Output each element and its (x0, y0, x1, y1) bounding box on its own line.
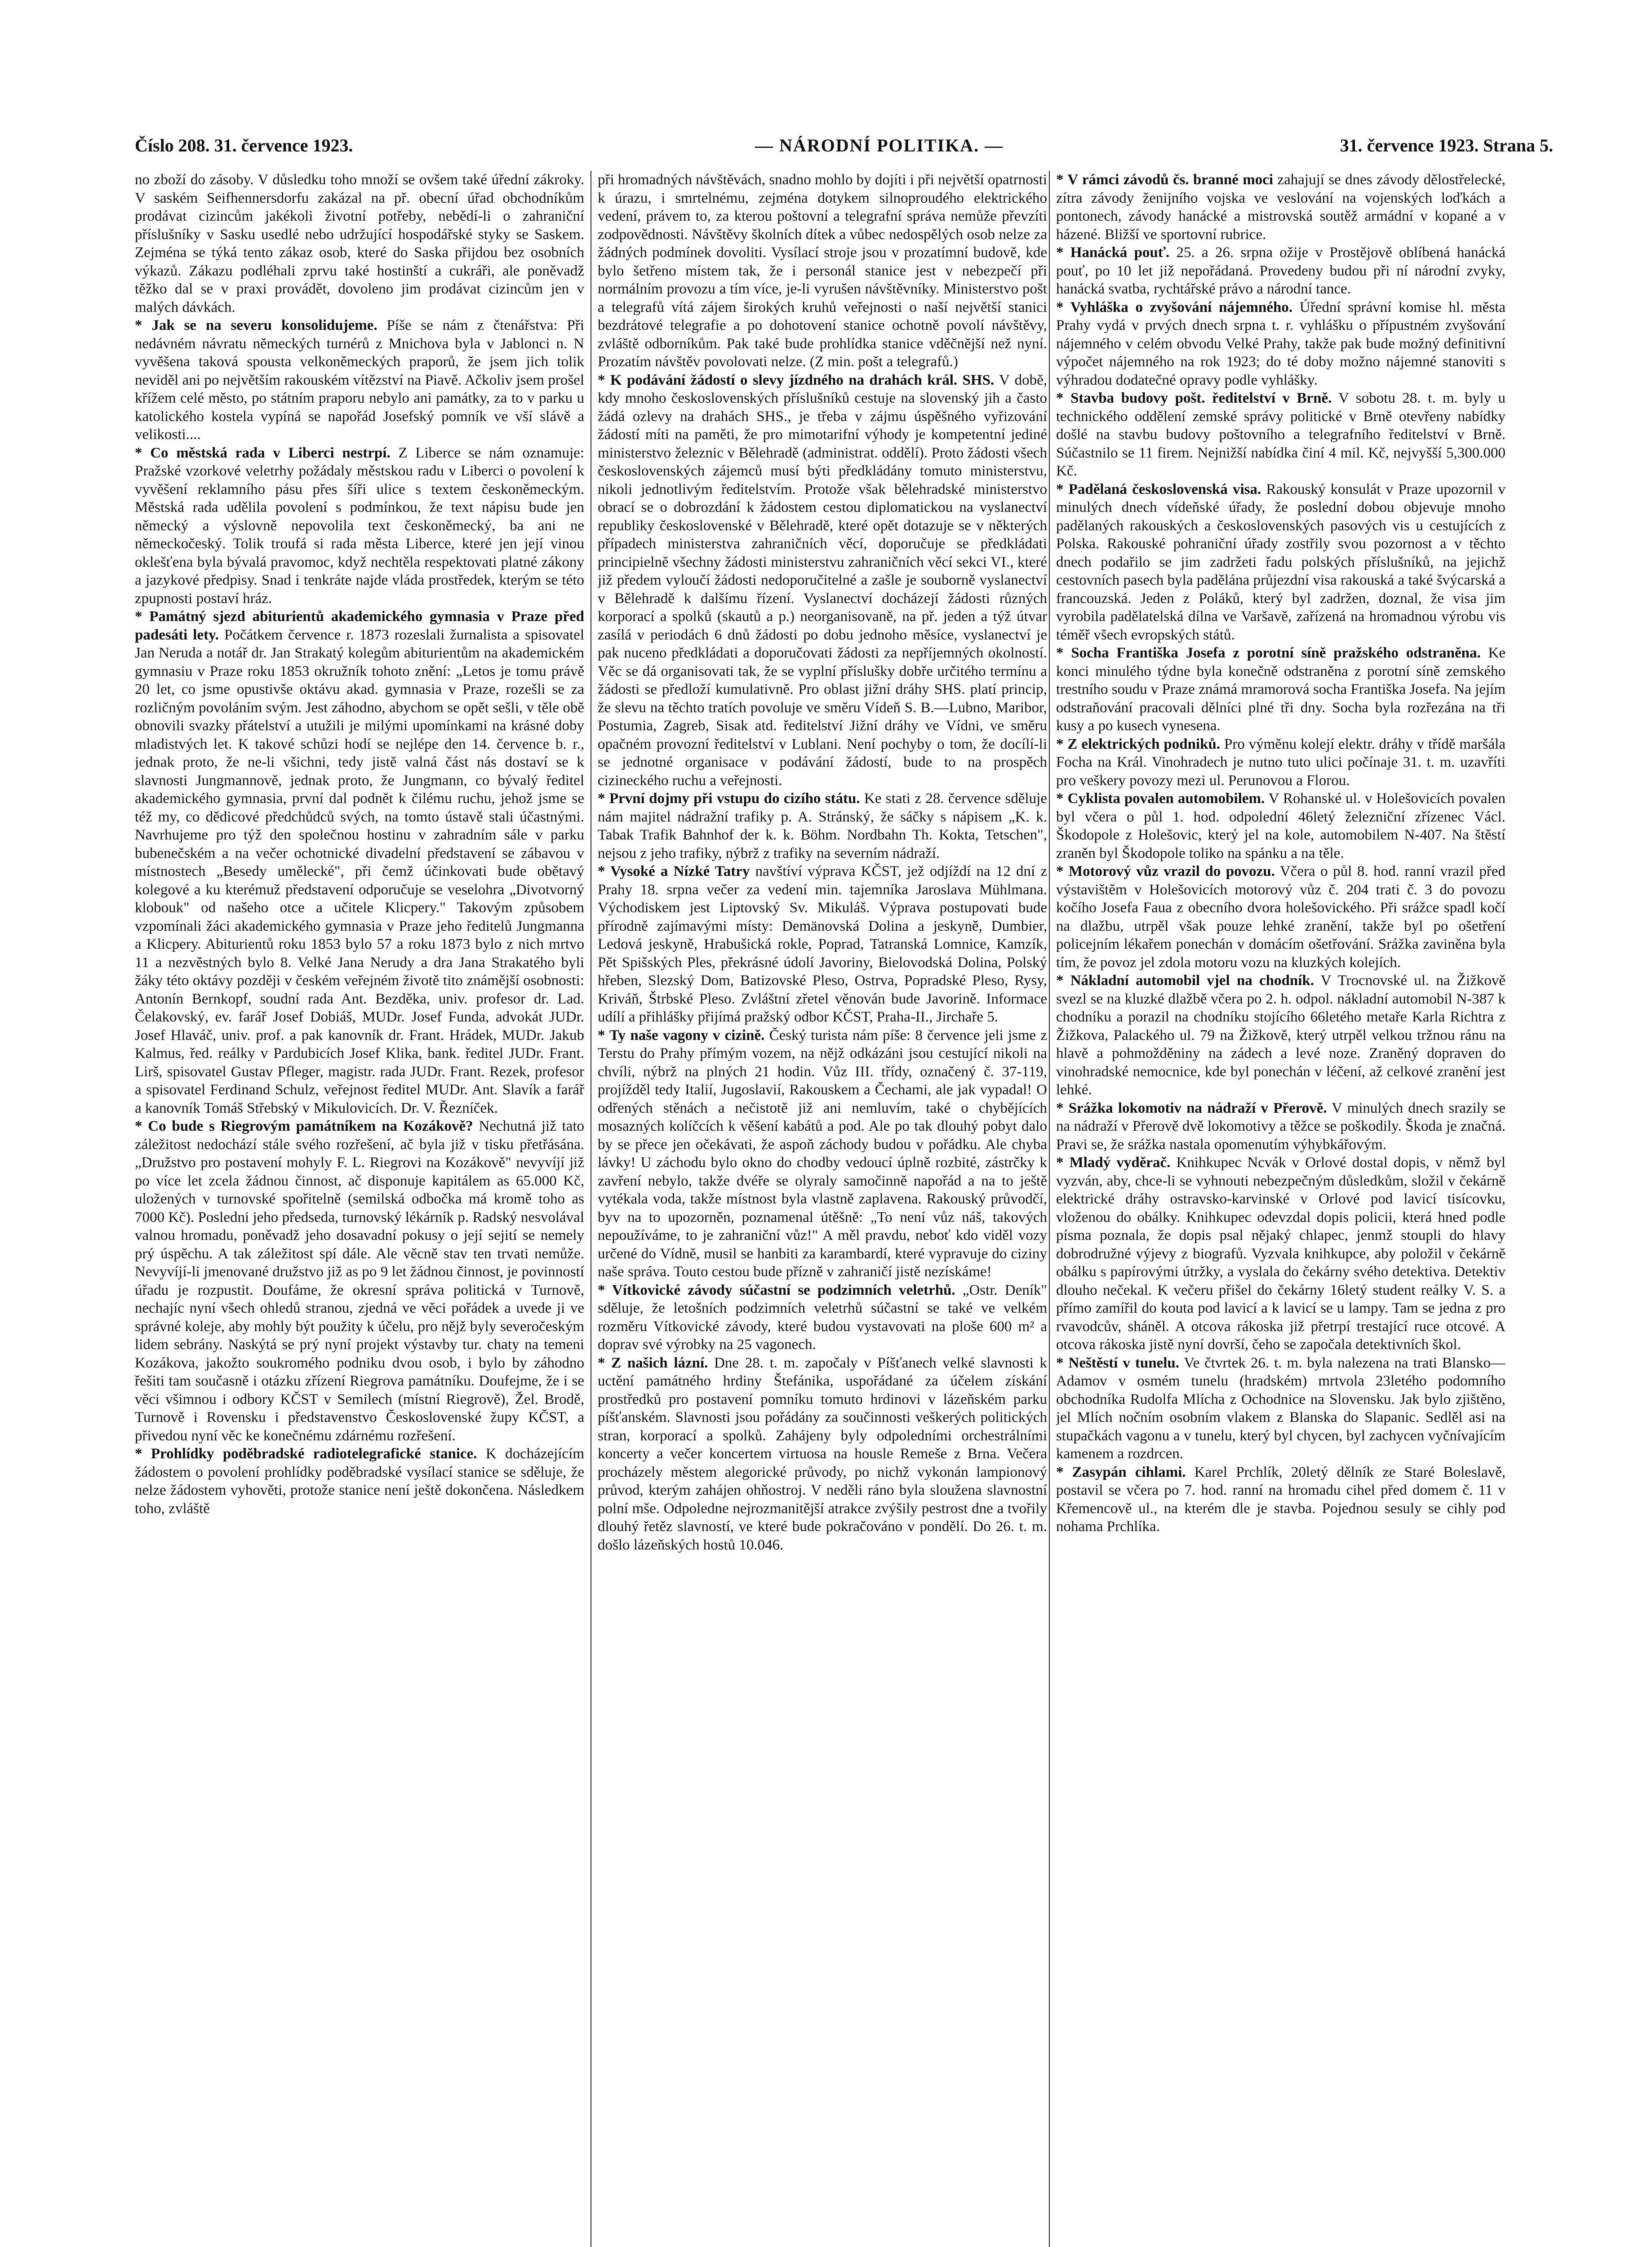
news-paragraph (598, 1281, 1047, 1354)
news-body: V době, kdy mnoho československých příslušníků cestuje na slovenský jih a často žádá ozlevy na drahách SHS., je třeba v zájmu úspěšného vyřizování žádostí míti na paměti, že pro mimotarifní výhody je kompetentní jediné ministerstvo železnic v Bělehradě (administrat. oddělí). Proto žádosti všech československých zájemců musí býti předkládány tomuto ministerstvu, nikoli jednotlivým ředitelstvím. Protože však bělehradské ministerstvo obrací se o dobrozdání k žádostem cestou diplomatickou na vyslanectví republiky československé v Bělehradě, které opět dotazuje se v některých případech ministerstva zahraničních věcí, doporučuje se předkládati principielně všechny žádosti ministerstvu zahraničních věcí sekci VI., které již předem vyloučí žádosti nedoporučitelné a zašle je souborně vyslanectví v Bělehradě k dalšímu řízení. Vyslanectví docházejí žádosti různých korporací a spolků (skautů a p.) neorganisovaně, na př. jeden a týž útvar zasílá v periodách 6 dnů žádosti po dobu jednoho měsíce, vyslanectví je pak nuceno předkládati a doporučovati žádosti za nepříjemných okolností. Věc se dá organisovati tak, že se vyplní příslušky dobře určitého termínu a žádosti se předloží kumulativně. Pro oblast jižní dráhy SHS. platí princip, že slevu na těchto tratích povoluje ve směru Vídeň S. B.—Lubno, Maribor, Postumia, Zagreb, Sisak atd. ředitelství Jižní dráhy ve Vídni, ve směru opačném provozní ředitelství v Lublani. Není pochyby o tom, že docílí-li se jednotné organisace v podávání žádostí, bude to na prospěch cizineckého ruchu a veřejnosti. (598, 372, 1047, 789)
news-body: no zboží do zásoby. V důsledku toho množí se ovšem také úřední zákroky. V saském Seifhennersdorfu zakázal na př. obecní úřad obchodníkům prodávat cizincům jakékoli životní potřeby, nebědí-li o zahraniční příslušníky v Sasku usedlé nebo udržující hospodářské styky se Saskem. Zejména se týká tento zákaz osob, které do Saska přijdou bez osobních výkazů. Zákazu podléhali zprvu také hostinští a cukráři, ale poněvadž těžko dal se v praxi provádět, dovoleno jim prodávat cizincům jen v malých dávkách. (135, 172, 584, 315)
news-paragraph (1056, 644, 1505, 735)
news-item (598, 171, 1047, 371)
news-item (135, 316, 584, 444)
news-item (1056, 1354, 1505, 1463)
news-headline: * Jak se na severu konsolidujeme. (135, 317, 377, 333)
news-body: Český turista nám píše: 8 července jeli jsme z Terstu do Prahy přímým vozem, na nějž odkázáni jsou cestující nikoli na chvíli, nýbrž na plných 21 hodin. Vůz III. třídy, označený č. 37-119, projížděl tedy Italií, Jugoslavií, Rakouskem a Čechami, ale jak vypadal! O odřených stěnách a nečistotě již ani nemluvím, také o chybějících mosazných kolíčcích k věšení kabátů a pod. Ale po tak dlouhý pobyt dalo by se přece jen očekávati, že aspoň záchody budou v pořádku. Ale chyba lávky! U záchodu bylo okno do chodby vedoucí úplně rozbité, zástrčky k zavření nebylo, takže dvéře se olyraly samočinně napořád a na to ještě vytékala voda, takže místnost byla vlastně zaplavena. Rakouský průvodčí, byv na to upozorněn, poznamenal útěšně: „To není vůz náš, takových nepoužíváme, to je zahraniční vůz!" A měl pravdu, neboť kdo viděl vozy určené do Vídně, musil se hanbiti za karambardí, které vypravuje do ciziny naše správa. Touto cestou bude přízně v zahraničí jistě nezískáme! (598, 1027, 1047, 1280)
news-item (135, 1117, 584, 1445)
news-paragraph (598, 1354, 1047, 1554)
news-item (1056, 862, 1505, 972)
news-paragraph (135, 316, 584, 444)
news-paragraph (135, 608, 584, 1117)
news-item (598, 790, 1047, 862)
news-item (1056, 480, 1505, 644)
news-headline: * Socha Františka Josefa z porotní síně pražského odstraněna. (1056, 645, 1481, 661)
news-body: 25. a 26. srpna ožije v Prostějově oblíbená hanácká pouť, po 10 let již nepořádaná. Provedeny budou při ní národní zvyky, hanácká svatba, rychtářské právo a národní tance. (1056, 244, 1505, 297)
news-headline: * Vysoké a Nízké Tatry (598, 863, 750, 879)
news-body: Dne 28. t. m. započaly v Píšťanech velké slavnosti k uctění památného hrdiny Štefánika, uspořádané za účelem získání prostředků pro postavení pomníku tomuto hrdinovi v lázeňském parku píšťanském. Slavnosti jsou pořádány za součinnosti veškerých politických stran, korporací a spolků. Zahájeny byly odpoledními orchestrálními koncerty a večer koncertem virtuosa na housle Remeše z Brna. Večera procházely městem alegorické průvody, po nichž vykonán lampionový průvod, kterým zahájen ohňostroj. V neděli ráno byla sloužena slavnostní polní mše. Odpoledne nejrozmanitější atrakce zvýšily pestrost dne a tvořily dlouhý řetěz slavností, ve které bude pokračováno v pondělí. Do 26. t. m. došlo lázeňských hostů 10.046. (598, 1354, 1047, 1553)
news-body: Knihkupec Ncvák v Orlové dostal dopis, v němž byl vyzván, aby, chce-li se vyhnouti nebezpečným důsledkům, složil v čekárně elektrické dráhy ostravsko-karvinské v Orlové pod lavicí tisícovku, vloženou do obálky. Knihkupec odevzdal dopis policii, která hned podle písma poznala, že dopis psal nějaký chlapec, jenmž stoupli do hlavy dobrodružné výjevy z biografů. Vyzvala knihkupce, aby položil v čekárně obálku s papírovými útržky, a vyslala do čekárny svého detektiva. Detektiv dlouho nečekal. K večeru přišel do čekárny 16letý student reálky V. S. a přímo zamířil do kouta pod lavicí a k lavicí se u lampy. Tam se jedna z pro rvavodcův, sháněl. A otcova rákoska již přetrpí trestající ruce otcové. A otcova rákoska jistě nyní dovrší, čeho se započala detektivních škol. (1056, 1155, 1505, 1353)
column-3 (1056, 171, 1505, 2247)
news-paragraph (135, 444, 584, 608)
news-paragraph (1056, 862, 1505, 972)
news-body: Úřední správní komise hl. města Prahy vydá v prvých dnech srpna t. r. vyhlášku o přípustném zvyšování nájemného v celém obvodu Velké Prahy, takže pak bude možný definitivní výpočet nájemného na rok 1923; do té doby možno nájemné stanoviti s výhradou dodatečné opravy podle vyhlášky. (1056, 299, 1505, 388)
news-item (598, 1281, 1047, 1354)
news-paragraph (598, 862, 1047, 1026)
news-paragraph (598, 1026, 1047, 1281)
header-issue-date: Číslo 208. 31. července 1923. (135, 135, 353, 155)
news-body: Píše se nám z čtenářstva: Při nedávném návratu německých turnérů z Mnichova byla v Jablonci n. N vyvěšena taková spousta velkoněmeckých praporů, že jsem jich tolik neviděl ani po největším rakouském vítězství na Piavě. Ačkoliv jsem prošel křížem celé město, po státním praporu nebylo ani památky, za to v parku u katolického kostela vypíná se napořád Josefský pomník ve vší slávě a velikosti.... (135, 317, 584, 443)
news-headline: * Co bude s Riegrovým památníkem na Kozákově? (135, 1118, 473, 1134)
news-item (1056, 244, 1505, 298)
news-headline: * Ty naše vagony v cizině. (598, 1027, 765, 1044)
news-paragraph (1056, 1154, 1505, 1354)
header-date-page: 31. července 1923. Strana 5. (1340, 135, 1553, 155)
news-body: V Rohanské ul. v Holešovicích povalen byl včera o půl 1. hod. odpolední 46letý železniční zřízenec Václ. Škodopole z Holešovic, který jel na kole, automobilem N-407. Na štěstí zraněn byl Škodopole toliko na spánku a na těle. (1056, 790, 1505, 861)
news-body: Ke konci minulého týdne byla konečně odstraněna z porotní síně zemského trestního soudu v Praze známá mramorová socha Františka Josefa. Na jejím odstraňování pracovali dělníci plné tři dny. Socha byla rozřezána na tři kusy a po kusech vynesena. (1056, 645, 1505, 734)
news-item (135, 1445, 584, 1518)
news-paragraph (1056, 171, 1505, 244)
news-headline: * Nákladní automobil vjel na chodník. (1056, 973, 1314, 989)
news-paragraph (1056, 298, 1505, 390)
news-body: V sobotu 28. t. m. byly u technického oddělení zemské správy politické v Brně otevřeny nabídky došlé na stavbu budovy poštovního a telegrafního ředitelství v Brně. Súčastnilo se 11 firem. Nejnižší nabídka činí 4 mil. Kč, nejvyšší 5,300.000 Kč. (1056, 390, 1505, 479)
news-item (1056, 389, 1505, 480)
news-item (1056, 1154, 1505, 1354)
header-masthead: — NÁRODNÍ POLITIKA. — (755, 135, 1004, 155)
news-headline: * Motorový vůz vrazil do povozu. (1056, 863, 1275, 879)
column-divider (1049, 171, 1050, 2247)
news-headline: * K podávání žádostí o slevy jízdného na drahách král. SHS. (598, 372, 995, 388)
news-headline: * Hanácká pouť. (1056, 244, 1170, 261)
news-item (598, 862, 1047, 1026)
news-headline: * Stavba budovy pošt. ředitelství v Brně. (1056, 390, 1332, 406)
news-paragraph (1056, 735, 1505, 790)
news-body: Rakouský konsulát v Praze upozornil v minulých dnech vídeňské úřady, že poslední dobou objevuje mnoho padělaných rakouských a československých pasových vis u cestujících z Polska. Rakouské pohraniční úřady zostřily svou pozornost a v těchto dnech podařilo se jim zadržeti řadu polských příslušníků, na jejichž cestovních pasech byla padělána průjezdní visa rakouská a také švýcarská a francouzská. Jeden z Poláků, který byl zadržen, doznal, že visa jim vyrobila padělatelská dílna ve Varšavě, zařízená na hromadnou výrobu vis téměř všech evropských států. (1056, 481, 1505, 643)
news-item (1056, 644, 1505, 735)
news-paragraph (1056, 972, 1505, 1099)
news-headline: * Vyhláška o zvyšování nájemného. (1056, 299, 1293, 315)
news-body: zahajují se dnes závody dělostřelecké, zítra závody ženijního vojska ve veslování na vojenských loďkách a pontonech, závody hanácké a mistrovská soutěž armádní v kopané a v házené. Bližší ve sportovní rubrice. (1056, 172, 1505, 243)
news-body: Nechutná již tato záležitost nedochází stále svého rozřešení, ač byla již v tisku přetřásána. „Družstvo pro postavení mohyly F. L. Riegrovi na Kozákově" nevyvíjí již po více let zcela žádnou činnost, ač disponuje kapitálem as 65.000 Kč, uložených v turnovské spořitelně (semilská odbočka má kromě toho as 7000 Kč). Posledni jeho předseda, turnovský lékárník p. Radský nesvolával valnou hromadu, poněvadž jeho dosavadní pokusy o její sejití se nemely prý úspěchu. A tak záležitost spí dále. Ale věcně stav ten trvati nemůže. Nevyvíjí-li jmenované družstvo již as po 9 let žádnou činnost, je povinností úřadu je rozpustit. Doufáme, že okresní správa politická v Turnově, nechajíc nyní všech ohledů stranou, zjedná ve věci pořádek a uvede ji ve správné koleje, aby mohly být použity k účelu, pro nějž byly severočeským lidem sebrány. Naskýtá se prý nyní projekt výstavby tur. chaty na temeni Kozákova, jakožto soukromého podniku dvou osob, i bylo by záhodno řešiti tam současně i otázku zřízení Riegrova památníku. Doufejme, že i se věci všimnou i odbory KČST v Semilech (místní Riegrově), Žel. Brodě, Turnově i Rovensku i představenstvo Československé župy KČST, a přivedou nyní věc ke konečnému zdárnému rozřešení. (135, 1118, 584, 1444)
news-item (1056, 1463, 1505, 1536)
news-body: K docházejícím žádostem o povolení prohlídky poděbradské vysílací stanice se sděluje, že nelze žádostem vyhověti, protože stanice není ještě dokončena. Následkem toho, zvláště (135, 1446, 584, 1517)
news-item (1056, 298, 1505, 390)
news-paragraph (1056, 389, 1505, 480)
news-item (1056, 171, 1505, 244)
news-headline: * Z elektrických podniků. (1056, 736, 1221, 752)
news-item (135, 171, 584, 316)
news-body: „Ostr. Deník" sděluje, že letošních podzimních veletrhů súčastní se také ve velkém rozměru Vítkovické závody, které budou vystavovati na ploše 600 m² a doprav své výrobky na 25 vagonech. (598, 1282, 1047, 1353)
news-body: Karel Prchlík, 20letý dělník ze Staré Boleslavě, postavil se včera po 7. hod. ranní na hromadu cihel před domem č. 11 v Křemencově ul., na kterém dle je stavba. Pojednou sesuly se cihly pod nohama Prchlíka. (1056, 1464, 1505, 1535)
news-item (135, 444, 584, 608)
news-paragraph (135, 1117, 584, 1445)
news-paragraph (598, 371, 1047, 790)
news-paragraph (598, 171, 1047, 371)
news-paragraph (1056, 1463, 1505, 1536)
news-item (135, 608, 584, 1117)
news-headline: * Neštěstí v tunelu. (1056, 1354, 1180, 1371)
news-paragraph (135, 1445, 584, 1518)
news-headline: * Mladý vyděrač. (1056, 1155, 1171, 1171)
news-paragraph (1056, 1354, 1505, 1463)
news-headline: * První dojmy při vstupu do cizího státu. (598, 790, 860, 807)
news-item (598, 1354, 1047, 1554)
news-item (1056, 735, 1505, 790)
news-body: při hromadných návštěvách, snadno mohlo by dojíti i při největší opatrnosti k úrazu, i smrtelnému, zejména dotykem silnoproudého elektrického vedení, právem to, za kterou poštovní a telegrafní správa nemůže převzíti zodpovědnosti. Návštěvy školních dítek a vůbec nedospělých osob nelze za žádných podmínek dovoliti. Vysílací stroje jsou v prozatímní budově, kde bylo šetřeno místem tak, že i personál stanice jest v nebezpečí při normálním provozu a tím více, je-li vyrušen návštěvníky. Ministerstvo pošt a telegrafů vítá zájem širokých kruhů veřejnosti o naší největší stanici bezdrátové telegrafie a po dohotovení stanice ochotně povolí návštěvy, zvláště odborníkům. Pak také bude prohlídka stanice vděčnější než nyní. Prozatím návštěv povolovati nelze. (Z min. pošt a telegrafů.) (598, 172, 1047, 370)
news-item (598, 371, 1047, 790)
news-headline: * Prohlídky poděbradské radiotelegrafické stanice. (135, 1446, 477, 1462)
news-body: navštíví výprava KČST, jež odjíždí na 12 dní z Prahy 18. srpna večer za vedení min. tajemníka Jaroslava Mühlmana. Východiskem jest Liptovský Sv. Mikuláš. Výprava postupovati bude přírodně zajímavými místy: Demänovská Dolina a jeskyně, Dumbier, Ledová jeskyně, Hrabušická rokle, Poprad, Tatranská Lomnice, Kamzík, Pět Spišských Ples, překrásné údolí Javoriny, Bielovodská Dolina, Polský hřeben, Slezský Dom, Batizovské Pleso, Ostrva, Popradské Pleso, Rysy, Kriváň, Štrbské Pleso. Zvláštní zřetel věnován bude Javorině. Informace udílí a přihlášky přijímá pražský odbor KČST, Praha-II., Jirchaře 5. (598, 863, 1047, 1025)
news-headline: * Památný sjezd abiturientů akademického gymnasia v Praze před padesáti lety. (135, 608, 584, 643)
news-body: Včera o půl 8. hod. ranní vrazil před výstavištěm v Holešovicích motorový vůz č. 204 trati č. 3 do povozu kočího Josefa Faua z obecního dvora holešovického. Při srážce spadl kočí na dlažbu, utrpěl však pouze lehké zranění, takže byl po ošetření policejním lékařem ponechán v domácím ošetřování. Srážka zaviněna byla tím, že povoz jel zdola motoru vozu na kluzkých kolejích. (1056, 863, 1505, 971)
news-item (1056, 790, 1505, 862)
news-body: Ke stati z 28. července sděluje nám majitel nádražní trafiky p. A. Stránský, že sáčky s nápisem „K. k. Tabak Trafik Bahnhof der k. k. Böhm. Nordbahn Th. Kokta, Tetschen", nejsou z jeho trafiky, nýbrž z trafiky na severním nádraží. (598, 790, 1047, 861)
news-headline: * Z našich lázní. (598, 1354, 708, 1371)
news-headline: * V rámci závodů čs. branné moci (1056, 172, 1274, 188)
news-body: V minulých dnech srazily se na nádraží v Přerově dvě lokomotivy a těžce se poškodily. Škoda je značná. Pravi se, že srážka nastala opomenutím výhybkářovým. (1056, 1100, 1505, 1153)
news-paragraph (598, 790, 1047, 862)
page-header (135, 135, 1553, 162)
news-body: Počátkem července r. 1873 rozeslali žurnalista a spisovatel Jan Neruda a notář dr. Jan Strakatý kolegům abiturientům na akademickém gymnasiu v Praze roku 1853 okružník tohoto znění: „Letos je tomu právě 20 let, co jsme opustivše oktávu akad. gymnasia v Praze, rozešli se za rozličným povoláním svým. Jest záhodno, abychom se opět sešli, v těle obě obnovili svazky přátelství a utužili je milými upomínkami na krásné doby mladistvých let. K takové schůzi hodí se nejlépe den 14. července b. r., jednak proto, že ne-li všichni, tedy jistě valná část nás dostaví se k slavnosti Jungmannově, jednak proto, že Jungmann, co bývalý ředitel akademického gymnasia, první dal podnět k čilému ruchu, jehož jsme se též my, co dědicové předchůdců svých, na tomto ústavě stali účastnými. Navrhujeme pro týž den společnou hostinu v zahradním sále v parku bubenečském a na večer ochotnické divadelní představení se zábavou v místnostech „Besedy umělecké", při čemž účinkovati bude obětavý kolegové a ku kterémuž představení odporučuje se veselohra „Divotvorný klobouk" od našeho otce a učitele Klicpery." Takovým způsobem vzpomínali žáci akademického gymnasia v Praze jeho ředitelů Jungmanna a Klicpery. Abiturientů roku 1853 bylo 57 a roku 1873 bylo z nich mrtvo 11 a nezvěstných bylo 8. Velké Jana Nerudy a dra Jana Strakatého byli žáky této oktávy později v českém veřejném životě tito známější osobnosti: Antonín Bernkopf, soudní rada Ant. Bezděka, univ. profesor dr. Lad. Čelakovský, ev. farář Josef Dobiáš, MUDr. Josef Funda, advokát JUDr. Josef Hlaváč, univ. prof. a pak kanovník dr. Frant. Hrádek, MUDr. Jakub Kalmus, řed. reálky v Pardubicích Josef Klika, bank. ředitel JUDr. Frant. Lirš, spisovatel Gustav Pfleger, magistr. rada JUDr. Frant. Rezek, profesor a spisovatel Ferdinand Schulz, veřejnost ředitel MUDr. Ant. Slavík a farář a kanovník Tomáš Střebský v Mikulovicích. Dr. V. Řezníček. (135, 626, 584, 1116)
news-paragraph (1056, 1099, 1505, 1154)
news-headline: * Co městská rada v Liberci nestrpí. (135, 444, 391, 461)
news-headline: * Zasypán cihlami. (1056, 1464, 1186, 1480)
news-item (1056, 972, 1505, 1099)
column-2 (598, 171, 1047, 2247)
news-headline: * Srážka lokomotiv na nádraží v Přerově. (1056, 1100, 1327, 1116)
news-item (598, 1026, 1047, 1281)
news-paragraph (1056, 790, 1505, 862)
news-headline: * Vítkovické závody súčastní se podzimních veletrhů. (598, 1282, 955, 1298)
column-1 (135, 171, 584, 2247)
news-body: Pro výměnu kolejí elektr. dráhy v třídě maršála Focha na Král. Vinohradech je nutno tuto ulici počínaje 31. t. m. uzavříti pro veškery povozy mezi ul. Perunovou a Florou. (1056, 736, 1505, 789)
news-paragraph (1056, 480, 1505, 644)
news-item (1056, 1099, 1505, 1154)
news-paragraph (135, 171, 584, 316)
news-body: Z Liberce se nám oznamuje: Pražské vzorkové veletrhy požádaly městskou radu v Liberci o povolení k vyvěšení reklamního pásu přes šíři ulice s textem českoněmeckým. Městská rada udělila povolení s podmínkou, že text nápisu bude jen německý a výslovně nepovolila text českoněmecký, ba ani ne německočeský. Tolik troufá si rada města Liberce, které jen její vinou oklešťena byla bývalá pravomoc, když nechtěla respektovati platné zákony a jazykové předpisy. Snad i tenkráte najde vláda prostředek, kterým se této zpupnosti postaví hráz. (135, 444, 584, 607)
news-paragraph (1056, 244, 1505, 298)
news-headline: * Cyklista povalen automobilem. (1056, 790, 1265, 807)
news-headline: * Padělaná československá visa. (1056, 481, 1261, 497)
news-body: Ve čtvrtek 26. t. m. byla nalezena na trati Blansko—Adamov v osmém tunelu (hradském) mrtvola 23letého podomního obchodníka Rudolfa Mlícha z Ochodnice na Slovensku. Jak bylo zjištěno, jel Mlích nočním osobním vlakem z Blanska do Slapanic. Sedlěl asi na stupačkách vagonu a v tunelu, který byl chycen, byl zachycen vyčnívajícím kamenem a rozdrcen. (1056, 1354, 1505, 1462)
news-body: V Trocnovské ul. na Žižkově svezl se na kluzké dlažbě včera po 2. h. odpol. nákladní automobil N-387 k chodníku a porazil na chodníku stojícího 66letého metaře Karla Richtra z Žižkova, Palackého ul. 79 na Žižkově, který utrpěl velkou tržnou ránu na hlavě a pohmožděniny na zádech a levé noze. Zraněný dopraven do vinohradské nemocnice, kde byl ponechán v léčení, až celkové zranění jest lehké. (1056, 973, 1505, 1098)
